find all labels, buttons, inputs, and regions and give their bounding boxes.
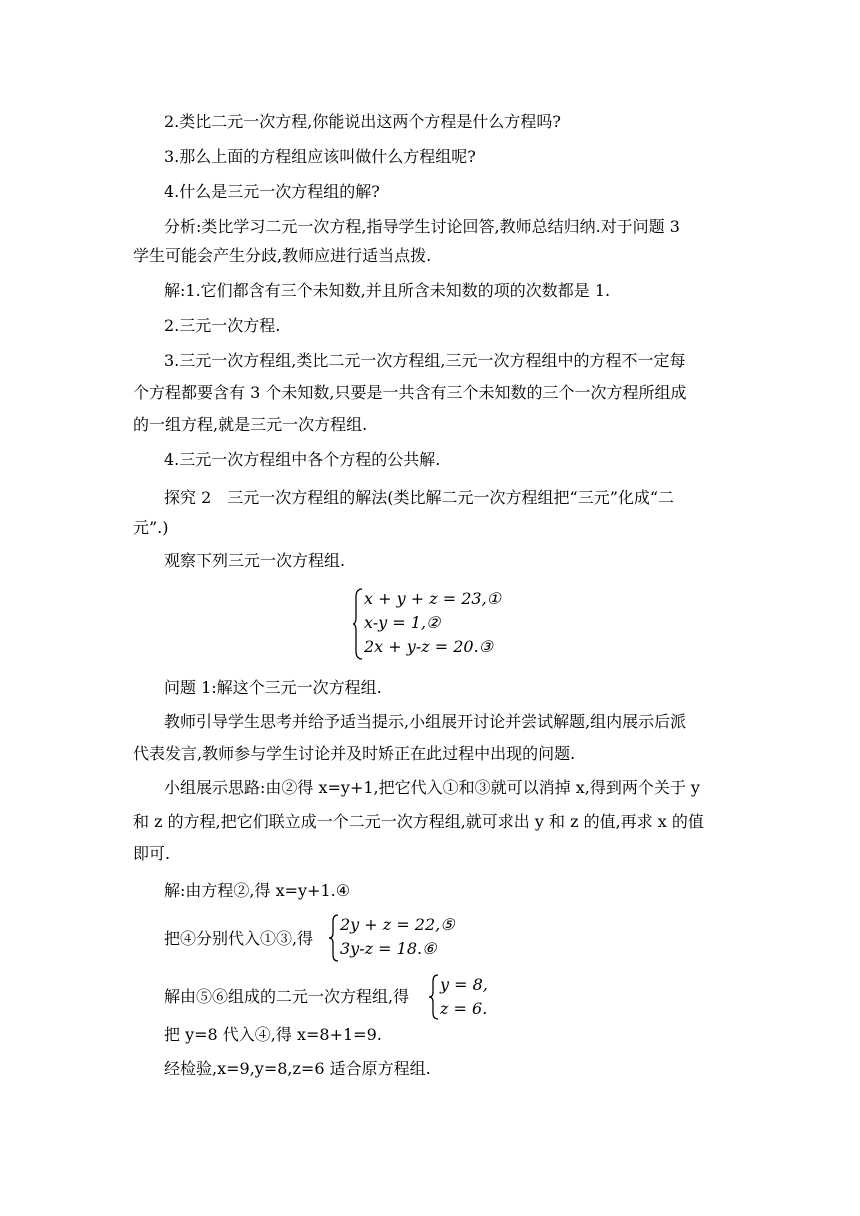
equation-system-sub <box>328 913 478 963</box>
left-brace-icon <box>328 913 340 963</box>
solution-3-line-2: 个方程都要含有 3 个未知数,只要是一共含有三个未知数的三个一次方程所组成 <box>133 383 687 402</box>
question-3: 3.那么上面的方程组应该叫做什么方程组呢? <box>164 147 476 166</box>
equation-3: 2x + y-z = 20.③ <box>364 637 494 656</box>
equation-6: 3y-z = 18.⑥ <box>340 939 437 958</box>
step-3-prefix: 解由⑤⑥组成的二元一次方程组,得 <box>164 987 410 1006</box>
step-1: 解:由方程②,得 x=y+1.④ <box>164 881 351 900</box>
left-brace-icon <box>352 587 364 661</box>
guide-line-1: 教师引导学生思考并给予适当提示,小组展开讨论并尝试解题,组内展示后派 <box>164 712 687 731</box>
left-brace-icon <box>428 973 440 1021</box>
equation-system-main <box>352 587 522 661</box>
solution-4: 4.三元一次方程组中各个方程的公共解. <box>164 450 441 469</box>
solution-system <box>428 973 528 1021</box>
solution-2: 2.三元一次方程. <box>164 316 281 335</box>
observe-line: 观察下列三元一次方程组. <box>164 551 346 570</box>
solution-1: 解:1.它们都含有三个未知数,并且所含未知数的项的次数都是 1. <box>164 281 611 300</box>
step-4: 把 y=8 代入④,得 x=8+1=9. <box>164 1025 382 1044</box>
guide-line-2: 代表发言,教师参与学生讨论并及时矫正在此过程中出现的问题. <box>133 744 576 763</box>
equation-2: x-y = 1,② <box>364 613 441 632</box>
question-4: 4.什么是三元一次方程组的解? <box>164 182 380 201</box>
equation-5: 2y + z = 22,⑤ <box>340 915 455 934</box>
solution-3-line-1: 3.三元一次方程组,类比二元一次方程组,三元一次方程组中的方程不一定每 <box>164 351 686 370</box>
result-y: y = 8, <box>440 975 488 994</box>
explore-2-line-1: 探究 2 三元一次方程组的解法(类比解二元一次方程组把“三元”化成“二 <box>164 488 675 507</box>
problem-1: 问题 1:解这个三元一次方程组. <box>164 678 382 697</box>
explore-2-line-2: 元”.) <box>133 518 169 537</box>
step-2-prefix: 把④分别代入①③,得 <box>164 929 314 948</box>
analysis-line-2: 学生可能会产生分歧,教师应进行适当点拨. <box>133 246 432 265</box>
idea-line-2: 和 z 的方程,把它们联立成一个二元一次方程组,就可求出 y 和 z 的值,再求 x 的值 <box>133 812 704 831</box>
check-line: 经检验,x=9,y=8,z=6 适合原方程组. <box>164 1059 431 1078</box>
solution-3-line-3: 的一组方程,就是三元一次方程组. <box>133 415 368 434</box>
analysis-line-1: 分析:类比学习二元一次方程,指导学生讨论回答,教师总结归纳.对于问题 3 <box>164 217 680 236</box>
equation-1: x + y + z = 23,① <box>364 589 502 608</box>
question-2: 2.类比二元一次方程,你能说出这两个方程是什么方程吗? <box>164 112 561 131</box>
result-z: z = 6. <box>440 999 488 1018</box>
idea-line-3: 即可. <box>133 844 171 863</box>
idea-line-1: 小组展示思路:由②得 x=y+1,把它代入①和③就可以消掉 x,得到两个关于 y <box>164 778 700 797</box>
